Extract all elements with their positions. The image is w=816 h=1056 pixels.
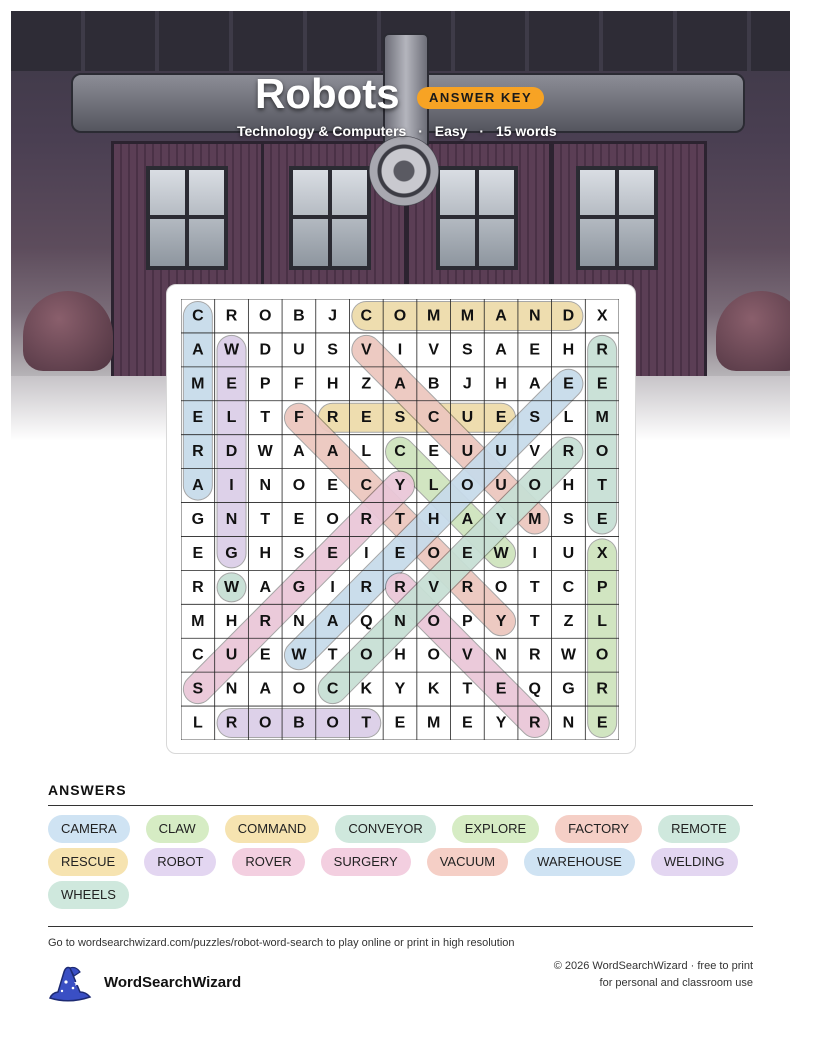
grid-letter[interactable]: E [563, 375, 574, 393]
grid-letter[interactable]: I [364, 544, 369, 562]
grid-letter[interactable]: E [394, 544, 406, 562]
grid-letter[interactable]: R [562, 443, 575, 461]
grid-letter[interactable]: H [562, 477, 575, 495]
grid-letter[interactable]: A [495, 307, 507, 325]
grid-letter[interactable]: O [292, 680, 306, 698]
grid-letter[interactable]: N [562, 714, 575, 732]
grid-letter[interactable]: M [460, 307, 475, 325]
grid-letter[interactable]: Y [495, 612, 507, 630]
answer-chip-welding: WELDING [651, 848, 738, 876]
grid-letter[interactable]: O [528, 477, 541, 495]
grid-letter[interactable]: L [226, 409, 237, 427]
page-title: Robots [255, 70, 400, 117]
grid-letter[interactable]: C [394, 443, 406, 461]
grid-letter[interactable]: M [191, 612, 205, 630]
grid-letter[interactable]: O [326, 511, 339, 528]
answer-key-badge: ANSWER KEY [417, 87, 544, 109]
grid-letter[interactable]: L [428, 477, 439, 495]
grid-letter[interactable]: V [462, 646, 473, 664]
grid-letter[interactable]: O [461, 477, 474, 495]
grid-letter[interactable]: C [562, 578, 575, 596]
grid-letter[interactable]: E [259, 646, 271, 664]
grid-letter[interactable]: T [395, 511, 405, 528]
window-icon [146, 166, 228, 270]
grid-letter[interactable]: E [596, 375, 608, 393]
grid-letter[interactable]: O [427, 612, 440, 630]
grid-letter[interactable]: B [427, 375, 440, 393]
grid-letter[interactable]: B [293, 307, 305, 325]
answer-chip-claw: CLAW [146, 815, 209, 843]
grid-letter[interactable]: E [192, 409, 204, 427]
separator: · [479, 123, 485, 139]
answer-chip-wheels: WHEELS [48, 881, 129, 909]
answer-chip-robot: ROBOT [144, 848, 216, 876]
grid-letter[interactable]: E [226, 375, 237, 393]
copyright-text: © 2026 WordSearchWizard · free to print for personal and classroom use [553, 960, 753, 989]
grid-letter[interactable]: R [326, 409, 339, 427]
grid-letter[interactable]: R [360, 578, 373, 596]
grid-letter[interactable]: S [293, 544, 305, 562]
grid-letter[interactable]: E [529, 341, 541, 359]
grid-letter[interactable]: E [495, 680, 507, 698]
grid-letter[interactable]: R [461, 578, 474, 596]
answer-list [48, 815, 753, 909]
grid-letter[interactable]: W [560, 646, 577, 664]
grid-letter[interactable]: V [360, 341, 372, 359]
grid-letter[interactable]: V [428, 578, 440, 596]
grid-letter[interactable]: R [596, 680, 608, 698]
grid-letter[interactable]: H [562, 341, 575, 359]
grid-letter[interactable]: T [529, 578, 540, 596]
grid-letter[interactable]: T [260, 511, 271, 528]
answer-chip-vacuum: VACUUM [427, 848, 508, 876]
answer-chip-surgery: SURGERY [321, 848, 411, 876]
grid-letter[interactable]: S [394, 409, 406, 427]
grid-letter[interactable]: O [595, 443, 609, 461]
grid-letter[interactable]: G [191, 511, 205, 528]
answers-heading: ANSWERS [48, 782, 127, 798]
grid-letter[interactable]: U [225, 646, 238, 664]
grid-letter[interactable]: H [326, 375, 339, 393]
footer-link-text[interactable]: Go to wordsearchwizard.com/puzzles/robot-word-search to play online or print in high resolution [48, 937, 515, 949]
grid-letter[interactable]: Y [495, 511, 507, 528]
grid-letter[interactable]: L [563, 409, 574, 427]
grid-letter[interactable]: L [361, 443, 372, 461]
grid-letter[interactable]: O [259, 307, 272, 325]
grid-letter[interactable]: N [495, 646, 507, 664]
grid-letter[interactable]: V [529, 443, 541, 461]
grid-letter[interactable]: O [427, 544, 440, 562]
grid-letter[interactable]: O [326, 714, 339, 732]
grid-letter[interactable]: P [259, 375, 271, 393]
grid-letter[interactable]: M [595, 409, 609, 427]
grid-letter[interactable]: L [597, 612, 608, 630]
grid-letter[interactable]: N [394, 612, 406, 630]
grid-letter[interactable]: U [562, 544, 575, 562]
grid-letter[interactable]: Y [495, 714, 507, 732]
grid-letter[interactable]: O [292, 477, 306, 495]
answer-chip-warehouse: WAREHOUSE [524, 848, 635, 876]
grid-letter[interactable]: R [360, 511, 373, 528]
grid-letter[interactable]: T [327, 646, 338, 664]
grid-letter[interactable]: A [259, 578, 272, 596]
grid-letter[interactable]: K [427, 680, 440, 698]
grid-letter[interactable]: E [394, 714, 406, 732]
grid-letter[interactable]: L [192, 714, 203, 732]
grid-letter[interactable]: E [462, 544, 473, 562]
answer-chip-rover: ROVER [232, 848, 304, 876]
answer-chip-conveyor: CONVEYOR [335, 815, 435, 843]
grid-letter[interactable]: E [327, 544, 338, 562]
grid-letter[interactable]: J [462, 375, 472, 393]
grid-letter[interactable]: R [528, 714, 541, 732]
grid-letter[interactable]: S [529, 409, 541, 427]
grid-letter[interactable]: U [495, 443, 507, 461]
grid-letter[interactable]: T [260, 409, 271, 427]
grid-letter[interactable]: F [294, 409, 304, 427]
grid-letter[interactable]: T [529, 612, 540, 630]
grid-letter[interactable]: E [192, 544, 204, 562]
grid-letter[interactable]: R [596, 341, 608, 359]
grid-letter[interactable]: Q [528, 680, 541, 698]
grid-letter[interactable]: R [528, 646, 541, 664]
grid-letter[interactable]: S [563, 511, 574, 528]
grid-letter[interactable]: C [360, 307, 373, 325]
answer-chip-command: COMMAND [225, 815, 320, 843]
grid-letter[interactable]: A [394, 375, 406, 393]
grid-letter[interactable]: M [427, 307, 441, 325]
word-count-label: 15 words [495, 123, 557, 139]
grid-letter[interactable]: S [192, 680, 204, 698]
grid-letter[interactable]: I [229, 477, 234, 495]
grid-letter[interactable]: U [293, 341, 305, 359]
grid-letter[interactable]: R [192, 578, 204, 596]
window-icon [289, 166, 371, 270]
grid-letter[interactable]: H [427, 511, 440, 528]
grid-letter[interactable]: I [330, 578, 335, 596]
grid-letter[interactable]: D [562, 307, 575, 325]
grid-letter[interactable]: O [393, 307, 407, 325]
grid-letter[interactable]: G [292, 578, 306, 596]
grid-letter[interactable]: R [225, 307, 238, 325]
grid-letter[interactable]: A [326, 443, 339, 461]
bush-icon [23, 291, 113, 371]
grid-letter[interactable]: D [225, 443, 238, 461]
grid-letter[interactable]: U [461, 443, 474, 461]
category-label: Technology & Computers [237, 123, 407, 139]
grid-letter[interactable]: R [394, 578, 406, 596]
grid-letter[interactable]: A [495, 341, 507, 359]
grid-letter[interactable]: R [192, 443, 204, 461]
grid-letter[interactable]: P [462, 612, 473, 630]
grid-letter[interactable]: C [192, 646, 204, 664]
grid-letter[interactable]: A [326, 612, 339, 630]
grid-letter[interactable]: H [394, 646, 406, 664]
grid-letter[interactable]: G [562, 680, 575, 698]
grid-letter[interactable]: E [596, 714, 608, 732]
grid-letter[interactable]: J [328, 307, 338, 325]
grid-letter[interactable]: A [192, 477, 204, 495]
difficulty-label: Easy [434, 123, 468, 139]
grid-letter[interactable]: W [223, 578, 240, 596]
grid-letter[interactable]: Y [394, 477, 406, 495]
grid-letter[interactable]: A [192, 341, 204, 359]
grid-letter[interactable]: U [495, 477, 507, 495]
grid-letter[interactable]: D [259, 341, 272, 359]
grid-letter[interactable]: S [462, 341, 473, 359]
grid-letter[interactable]: E [428, 443, 440, 461]
grid-letter[interactable]: F [294, 375, 304, 393]
grid-letter[interactable]: A [259, 680, 272, 698]
grid-letter[interactable]: E [360, 409, 372, 427]
grid-letter[interactable]: H [495, 375, 507, 393]
grid-letter[interactable]: M [191, 375, 205, 393]
grid-letter[interactable]: Q [360, 612, 373, 630]
grid-letter[interactable]: W [223, 341, 240, 359]
separator: · [418, 123, 423, 139]
window-icon [436, 166, 518, 270]
grid-letter[interactable]: O [494, 578, 508, 596]
grid-letter[interactable]: E [495, 409, 507, 427]
grid-letter[interactable]: E [462, 714, 473, 732]
word-search-grid [181, 299, 619, 740]
grid-letter[interactable]: N [225, 680, 238, 698]
grid-letter[interactable]: R [259, 612, 272, 630]
grid-letter[interactable]: S [327, 341, 338, 359]
grid-letter[interactable]: E [596, 511, 608, 528]
grid-letter[interactable]: H [225, 612, 238, 630]
grid-letter[interactable]: X [596, 307, 608, 325]
grid-letter[interactable]: T [597, 477, 608, 495]
grid-letter[interactable]: H [259, 544, 272, 562]
grid-letter[interactable]: X [596, 544, 608, 562]
bush-icon [716, 291, 790, 371]
grid-letter[interactable]: K [360, 680, 373, 698]
answer-chip-remote: REMOTE [658, 815, 740, 843]
grid-letter[interactable]: B [293, 714, 305, 732]
grid-letter[interactable]: M [427, 714, 441, 732]
grid-letter[interactable]: E [293, 511, 305, 528]
grid-letter[interactable]: V [428, 341, 440, 359]
grid-letter[interactable]: O [427, 646, 440, 664]
grid-letter[interactable]: O [259, 714, 272, 732]
grid-letter[interactable]: W [257, 443, 273, 461]
grid-letter[interactable]: O [595, 646, 609, 664]
answer-chip-camera: CAMERA [48, 815, 130, 843]
grid-letter[interactable]: W [493, 544, 509, 562]
grid-letter[interactable]: T [361, 714, 372, 732]
divider [48, 926, 753, 927]
grid-letter[interactable]: N [225, 511, 238, 528]
grid-letter[interactable]: C [326, 680, 339, 698]
answer-chip-factory: FACTORY [555, 815, 642, 843]
puzzle-meta [237, 123, 557, 139]
grid-letter[interactable]: E [327, 477, 338, 495]
brand-name: WordSearchWizard [104, 974, 242, 991]
grid-letter[interactable]: N [259, 477, 272, 495]
grid-letter[interactable]: C [192, 307, 204, 325]
grid-letter[interactable]: C [360, 477, 373, 495]
pulley-icon [369, 136, 439, 206]
divider [48, 805, 753, 806]
grid-letter[interactable]: G [225, 544, 238, 562]
grid-letter[interactable]: M [528, 511, 542, 528]
grid-letter[interactable]: Y [394, 680, 406, 698]
grid-letter[interactable]: N [293, 612, 305, 630]
grid-letter[interactable]: A [461, 511, 474, 528]
wizard-hat-icon [46, 964, 92, 1004]
grid-letter[interactable]: R [225, 714, 238, 732]
answer-chip-rescue: RESCUE [48, 848, 128, 876]
grid-letter[interactable]: I [532, 544, 537, 562]
grid-letter[interactable]: O [360, 646, 373, 664]
answer-chip-explore: EXPLORE [452, 815, 539, 843]
grid-letter[interactable]: Z [361, 375, 372, 393]
grid-letter[interactable]: W [291, 646, 307, 664]
grid-letter[interactable]: I [397, 341, 403, 359]
grid-letter[interactable]: Z [563, 612, 574, 630]
grid-letter[interactable]: P [596, 578, 608, 596]
grid-letter[interactable]: C [427, 409, 440, 427]
window-icon [576, 166, 658, 270]
grid-letter[interactable]: A [293, 443, 305, 461]
grid-letter[interactable]: N [528, 307, 541, 325]
grid-letter[interactable]: U [461, 409, 474, 427]
grid-letter[interactable]: A [528, 375, 541, 393]
grid-letter[interactable]: T [462, 680, 473, 698]
